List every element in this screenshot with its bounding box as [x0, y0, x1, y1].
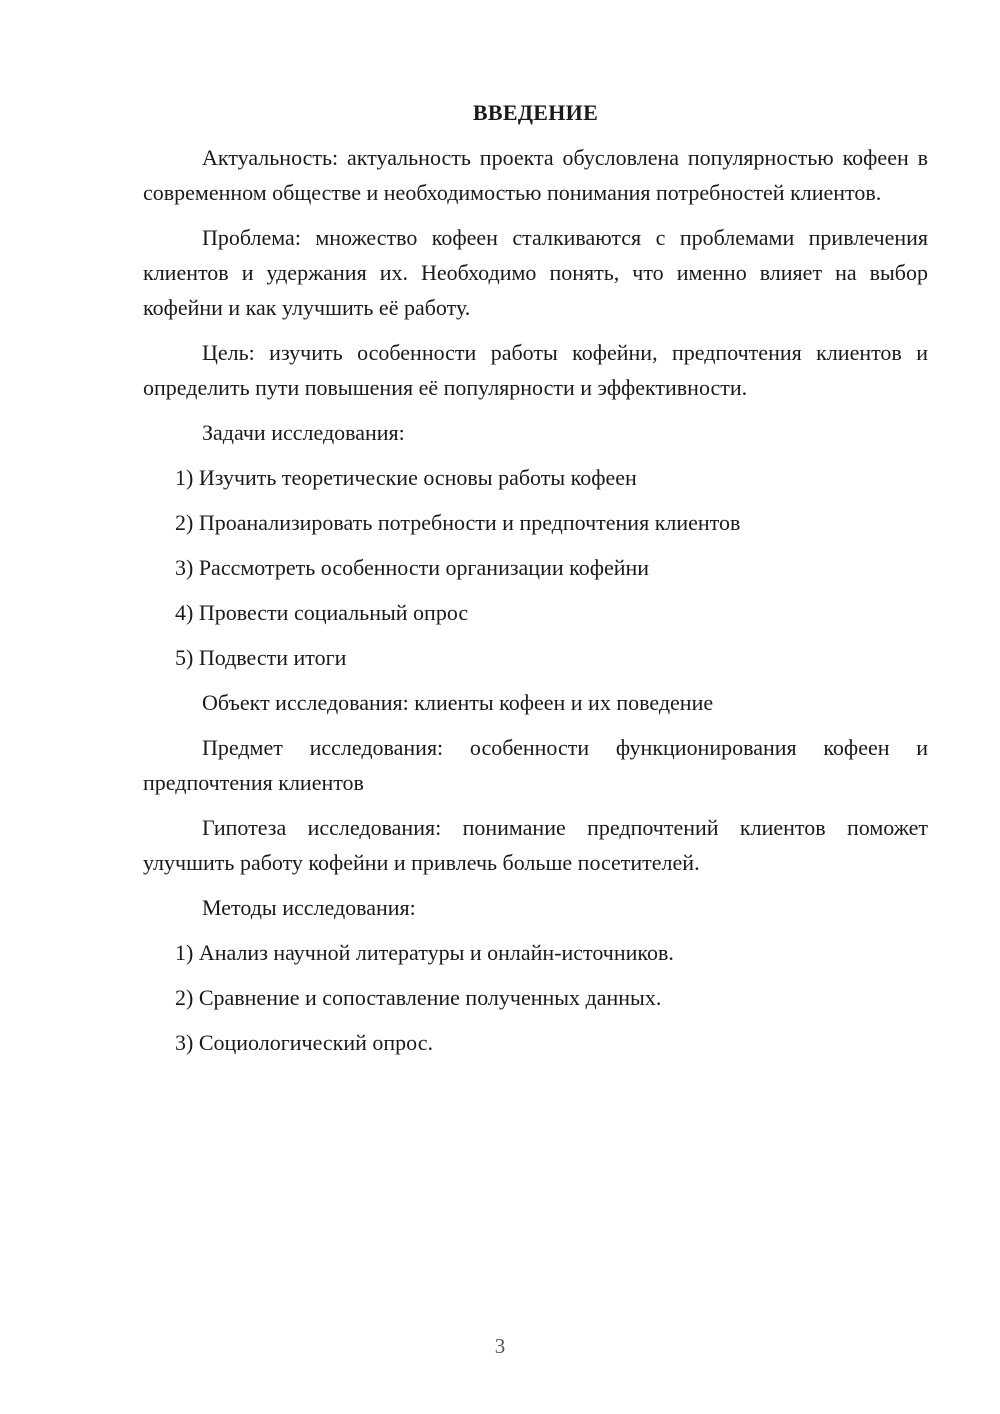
section-title: ВВЕДЕНИЕ	[472, 100, 599, 125]
page-number: 3	[494, 1334, 506, 1358]
document-body	[143, 95, 928, 1070]
task-item: 1) Изучить теоретические основы работы кофеен	[175, 465, 637, 490]
problem-paragraph: Проблема: множество кофеен сталкиваются с проблемами привлечения клиентов и удержания их. Необходимо понять, что именно влияет на выбор кофейни и как улучшить её работу.	[143, 225, 928, 320]
object-paragraph: Объект исследования: клиенты кофеен и их поведение	[202, 690, 714, 715]
methods-label: Методы исследования:	[202, 895, 416, 920]
subject-paragraph: Предмет исследования: особенности функционирования кофеен и предпочтения клиентов	[143, 735, 928, 795]
hypothesis-paragraph: Гипотеза исследования: понимание предпочтений клиентов поможет улучшить работу кофейни и привлечь больше посетителей.	[143, 815, 928, 875]
goal-paragraph: Цель: изучить особенности работы кофейни, предпочтения клиентов и определить пути повышения её популярности и эффективности.	[143, 340, 928, 400]
task-item: 2) Проанализировать потребности и предпочтения клиентов	[175, 510, 741, 535]
task-item: 3) Рассмотреть особенности организации кофейни	[175, 555, 650, 580]
task-item: 4) Провести социальный опрос	[175, 600, 469, 625]
relevance-paragraph: Актуальность: актуальность проекта обусловлена популярностью кофеен в современном обществе и необходимостью понимания потребностей клиентов.	[143, 145, 928, 205]
tasks-label: Задачи исследования:	[202, 420, 405, 445]
method-item: 3) Социологический опрос.	[175, 1030, 433, 1055]
method-item: 1) Анализ научной литературы и онлайн-источников.	[175, 940, 674, 965]
method-item: 2) Сравнение и сопоставление полученных данных.	[175, 985, 662, 1010]
task-item: 5) Подвести итоги	[175, 645, 347, 670]
